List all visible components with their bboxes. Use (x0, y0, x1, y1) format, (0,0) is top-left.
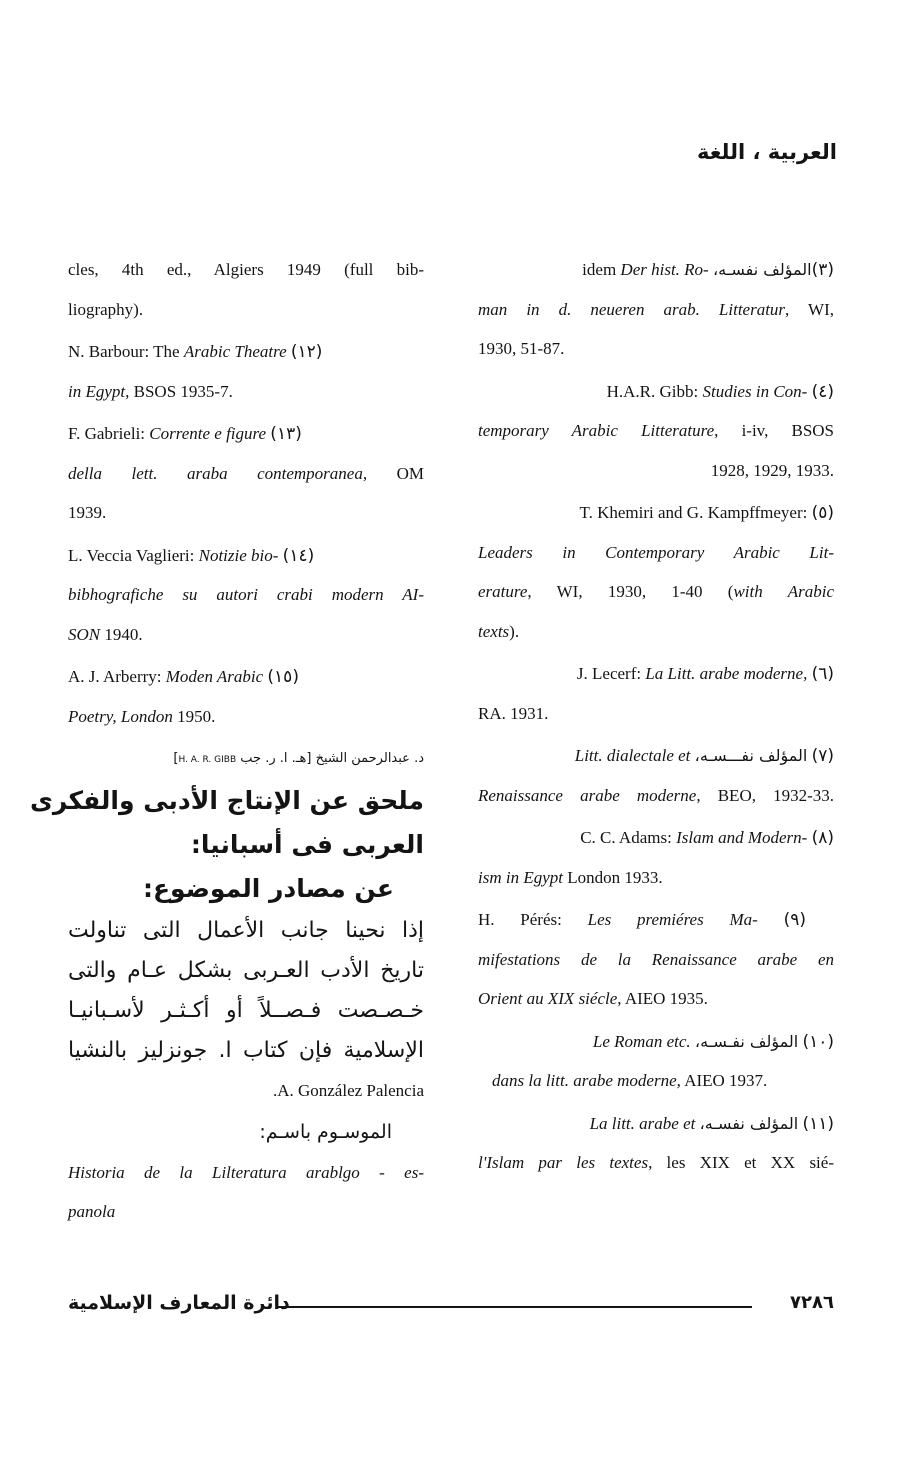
footnote-3 (478, 250, 834, 369)
footnote-text: N. Barbour: The (68, 342, 184, 361)
footnote-title: La Litt. arabe moderne, (645, 664, 808, 683)
author-latin-name: .A. González Palencia (272, 1081, 424, 1100)
footnote-text: liography). (68, 299, 144, 319)
author-signature (68, 739, 424, 779)
arabic-author-ref: المؤلف نفـــسـه، (694, 746, 808, 765)
footnote-title: Orient au XIX siécle (478, 989, 618, 1008)
footnote-title: temporary Arabic Litterature (478, 421, 715, 440)
footnote-9 (478, 900, 834, 1019)
footnote-text: AIEO 1937. (680, 1071, 768, 1090)
footnote-number: (٩) (783, 910, 806, 930)
footnote-number: (١٤) (282, 545, 315, 566)
footnote-text: T. Khemiri and G. Kampffmeyer: (579, 503, 808, 522)
footnote-title: erature (478, 582, 528, 601)
footnote-title: Notizie bio- (198, 545, 279, 565)
arabic-body-line: تاريخ الأدب العـربى بشكل عـام والتى (68, 958, 424, 983)
footnote-title: l'Islam par les textes (478, 1153, 649, 1172)
left-column (30, 250, 424, 1232)
footer-rule (276, 1306, 752, 1308)
footnote-text: 1930, 51-87. (478, 339, 565, 358)
footnote-text: , AIEO 1935. (617, 989, 708, 1008)
footnote-title: texts (478, 621, 510, 641)
arabic-author-ref: المؤلف نفسـه، (699, 1113, 799, 1133)
footnote-text: H. Pérés: (478, 910, 588, 929)
footnote-title: La litt. arabe et (589, 1113, 696, 1133)
footnote-text: 1928, 1929, 1933. (710, 460, 834, 480)
arabic-author-ref: المؤلف نفـسـه، (694, 1031, 799, 1051)
arabic-author-ref: المؤلف نفسـه، (712, 260, 812, 279)
footnote-number: (٥) (811, 503, 834, 523)
book-title-line-1: Historia de la Lilteratura arablgo - es- (68, 1162, 424, 1182)
appendix-heading-line-2: العربى فى أسبانيا: (190, 830, 424, 859)
footnote-title: Corrente e figure (149, 424, 267, 443)
arabic-body-line: الإسلامية فإن كتاب ا. جونزليز بالنشيا (68, 1038, 424, 1063)
footnote-title: Moden Arabic (165, 667, 264, 686)
footnote-number: (١٥) (267, 667, 299, 687)
footnote-8 (478, 818, 834, 897)
footnote-text: , WI, 1930, 1-40 ( (527, 582, 734, 601)
right-column (478, 250, 834, 1186)
footnote-title: della lett. araba contemporanea, (68, 463, 368, 483)
footnote-continuation (68, 250, 424, 329)
footnote-text: idem (582, 260, 621, 279)
footnote-5 (478, 493, 834, 651)
footnote-text: F. Gabrieli: (68, 424, 150, 443)
footnote-13 (68, 414, 424, 533)
footnote-title: Islam and Modern- (676, 828, 808, 847)
signature-latin: H. A. R. GIBB (178, 755, 237, 765)
footnote-6 (478, 654, 834, 733)
footnote-text: cles, 4th ed., Algiers 1949 (full bib- (68, 260, 424, 279)
book-title-line-2: panola (68, 1202, 116, 1221)
footnote-title: mifestations de la Renaissance arabe en (478, 949, 834, 969)
footnote-number: (١٠) (802, 1031, 834, 1052)
footnote-text: 1950. (172, 706, 216, 726)
footnote-text: , BEO, 1932-33. (696, 785, 834, 805)
footnote-number: (٤) (811, 381, 834, 402)
footnote-number: (١٢) (290, 342, 323, 362)
footnote-title: Renaissance arabe moderne (478, 785, 697, 805)
footnote-title: in Egypt, (68, 381, 130, 401)
footnote-text: OM (367, 463, 424, 483)
footnote-text: ). (509, 621, 520, 641)
footnote-text: , les XIX et XX sié- (648, 1153, 834, 1172)
footnote-11 (478, 1104, 834, 1183)
footnote-text: 1939. (68, 503, 107, 522)
footnote-text: A. J. Arberry: (68, 667, 166, 686)
footnote-title: Litt. dialectale et (574, 746, 691, 765)
footnote-title: Leaders in Contemporary Arabic Lit- (478, 542, 834, 562)
footnote-10 (478, 1022, 834, 1101)
footnote-text: London 1933. (563, 867, 663, 887)
footnote-text: C. C. Adams: (580, 828, 677, 847)
named-label: الموسـوم باسـم: (259, 1120, 392, 1143)
footnote-12 (68, 332, 424, 411)
footnote-7 (478, 736, 834, 815)
arabic-body-line: إذا نحينا جانب الأعمال التى تناولت (68, 918, 424, 943)
footnote-14 (68, 536, 424, 655)
footnote-4 (478, 372, 834, 491)
footnote-title: Studies in Con- (702, 381, 808, 401)
footnote-text: , i-iv, BSOS (714, 421, 835, 440)
footnote-number: (٦) (811, 664, 834, 684)
footnote-title: dans la litt. arabe moderne, (492, 1071, 681, 1090)
footnote-title: ism in Egypt (478, 867, 563, 887)
footnote-number: (٧) (811, 746, 834, 766)
arabic-body-line: خـصـصت فـصــلاً أو أكـثـر لأسـبانيـا (68, 998, 424, 1023)
footnote-title: man in d. neueren arab. Litteratur (478, 299, 786, 319)
signature-arabic: د. عبدالرحمن الشيخ [هـ. ا. ر. جب (240, 751, 424, 766)
footnote-number: (٣) (811, 260, 834, 280)
page-footer (68, 1292, 834, 1322)
sources-subheading: عن مصادر الموضوع: (142, 874, 394, 903)
footnote-text: , WI, (785, 299, 834, 319)
footnote-title: bibhografiche su autori crabi modern AI- (68, 585, 424, 604)
publication-name: دائرة المعارف الإسلامية (68, 1292, 290, 1314)
footnote-text: RA. 1931. (478, 703, 549, 723)
footnote-title: Le Roman etc. (592, 1031, 691, 1051)
footnote-number: (١١) (802, 1113, 834, 1134)
footnote-text: H.A.R. Gibb: (606, 381, 703, 401)
footnote-15 (68, 657, 424, 736)
footnote-text: 1940. (100, 624, 143, 644)
footnote-text: J. Lecerf: (576, 664, 646, 683)
appendix-heading-line-1: ملحق عن الإنتاج الأدبى والفكرى (30, 786, 424, 815)
footnote-text: L. Veccia Vaglieri: (68, 545, 199, 565)
page-header-title: العربية ، اللغة (696, 140, 837, 164)
footnote-title: SON (68, 624, 101, 644)
page-number: ٧٢٨٦ (790, 1292, 834, 1313)
footnote-title: Arabic Theatre (183, 342, 287, 361)
footnote-title: Der hist. Ro- (620, 260, 709, 279)
footnote-number: (١٣) (270, 424, 302, 444)
footnote-title: with Arabic (733, 582, 834, 601)
footnote-title: Poetry, London (68, 706, 173, 726)
footnote-number: (٨) (811, 828, 834, 848)
signature-bracket: ] (173, 751, 179, 766)
footnote-text: BSOS 1935-7. (129, 381, 233, 401)
footnote-title: Les premiéres Ma- (587, 910, 758, 929)
